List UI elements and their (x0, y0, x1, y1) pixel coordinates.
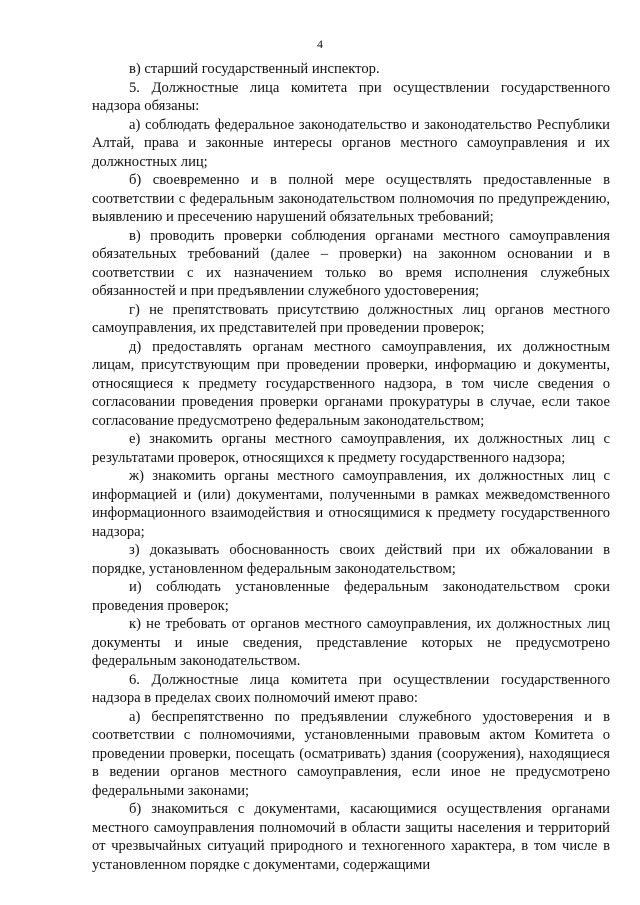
paragraph: 5. Должностные лица комитета при осуществлении государственного надзора обязаны: (92, 79, 610, 114)
paragraph: а) беспрепятственно по предъявлении служебного удостоверения и в соответствии с полномочиями, установленными правовым актом Комитета о проведении проверки, посещать (осматривать) здания (сооружения), находящиеся в ведении органов местного самоуправления, если иное не предусмотрено федеральными законами; (92, 708, 610, 799)
paragraph: е) знакомить органы местного самоуправления, их должностных лиц с результатами проверок, относящихся к предмету государственного надзора; (92, 431, 610, 466)
paragraph: д) предоставлять органам местного самоуправления, их должностным лицам, присутствующим при проведении проверки, информацию и документы, относящиеся к предмету государственного надзора, в том числе сведения о согласовании проведения проверки органами прокуратуры в случае, если такое согласование предусмотрено федеральным законодательством; (92, 338, 610, 429)
paragraph: к) не требовать от органов местного самоуправления, их должностных лиц документы и иные сведения, представление которых не предусмотрено федеральным законодательством. (92, 616, 610, 669)
paragraph: 6. Должностные лица комитета при осуществлении государственного надзора в пределах своих полномочий имеют право: (92, 671, 610, 706)
paragraph: з) доказывать обоснованность своих действий при их обжаловании в порядке, установленном федеральным законодательством; (92, 542, 610, 577)
paragraph: ж) знакомить органы местного самоуправления, их должностных лиц с информацией и (или) документами, полученными в рамках межведомственного информационного взаимодействия и относящимися к предмету государственного надзора; (92, 468, 610, 540)
paragraph: г) не препятствовать присутствию должностных лиц органов местного самоуправления, их представителей при проведении проверок; (92, 301, 610, 336)
paragraph: б) знакомиться с документами, касающимися осуществления органами местного самоуправления полномочий в области защиты населения и территорий от чрезвычайных ситуаций природного и техногенного характера, в том числе в установленном порядке с документами, содержащими (92, 801, 610, 873)
paragraph: а) соблюдать федеральное законодательство и законодательство Республики Алтай, права и законные интересы органов местного самоуправления и их должностных лиц; (92, 116, 610, 170)
document-body (92, 60, 610, 874)
paragraph: и) соблюдать установленные федеральным законодательством сроки проведения проверок; (92, 579, 610, 614)
page-number: 4 (317, 37, 323, 51)
paragraph: б) своевременно и в полной мере осуществлять предоставленные в соответствии с федеральным законодательством полномочия по предупреждению, выявлению и пресечению нарушений обязательных требований; (92, 172, 610, 225)
paragraph: в) старший государственный инспектор. (129, 61, 380, 77)
paragraph: в) проводить проверки соблюдения органами местного самоуправления обязательных требований (далее – проверки) на законном основании и в соответствии с их назначением только во время исполнения служебных обязанностей и при предъявлении служебного удостоверения; (92, 227, 610, 299)
